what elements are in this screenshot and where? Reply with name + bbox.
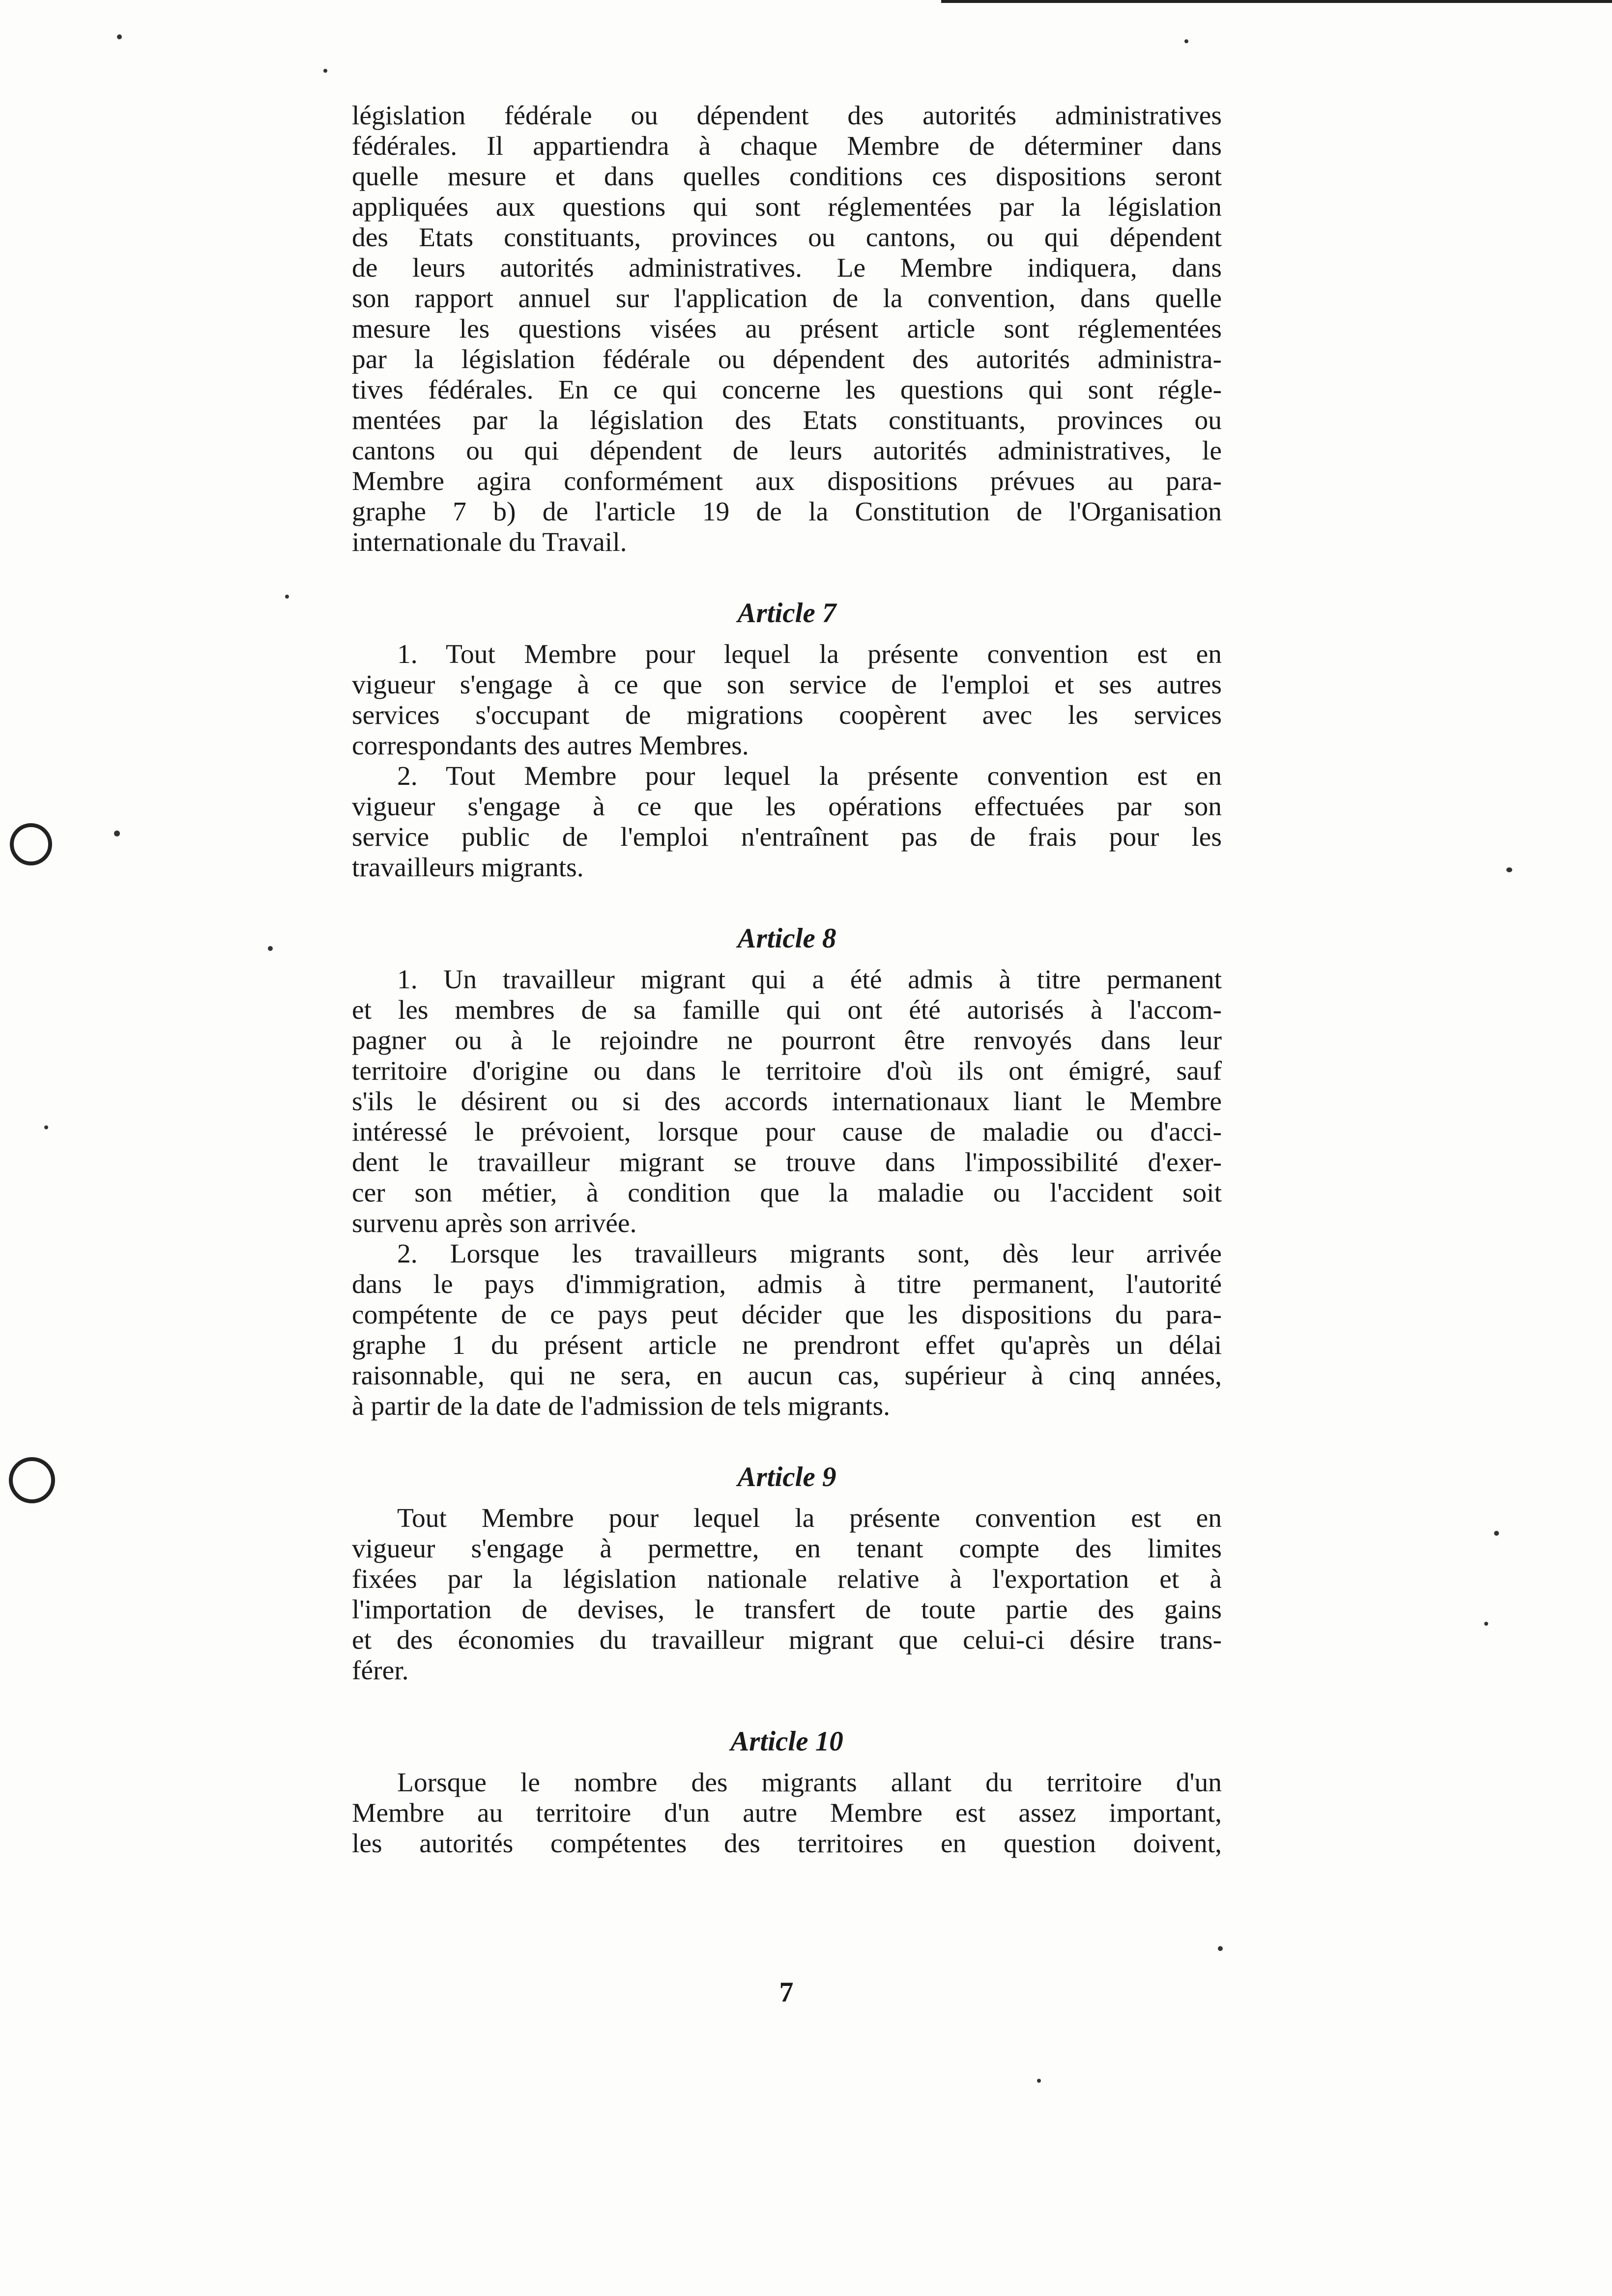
text-line: l'importation de devises, le transfert de toute partie des gains: [352, 1595, 1222, 1625]
article-7-heading: Article 7: [737, 598, 836, 629]
scan-speck: [268, 946, 273, 951]
text-line: correspondants des autres Membres.: [352, 731, 749, 761]
text-line: quelle mesure et dans quelles conditions ces dispositions seront: [352, 162, 1222, 192]
article-10-heading: Article 10: [730, 1726, 843, 1757]
page-number: 7: [779, 1976, 794, 2008]
scan-speck: [44, 1125, 48, 1129]
text-line: dans le pays d'immigration, admis à titre permanent, l'autorité: [352, 1269, 1222, 1299]
text-line: les autorités compétentes des territoires en question doivent,: [352, 1829, 1222, 1859]
text-line: des Etats constituants, provinces ou cantons, ou qui dépendent: [352, 223, 1222, 253]
text-line: 1. Tout Membre pour lequel la présente convention est en: [397, 639, 1222, 669]
scan-speck: [323, 69, 327, 73]
article-8-heading: Article 8: [737, 923, 836, 954]
scan-speck: [117, 34, 122, 39]
text-line: compétente de ce pays peut décider que les dispositions du para-: [352, 1300, 1222, 1330]
document-body: [352, 101, 1222, 1859]
text-line: s'ils le désirent ou si des accords internationaux liant le Membre: [352, 1087, 1222, 1117]
text-line: Membre au territoire d'un autre Membre est assez important,: [352, 1798, 1222, 1828]
text-line: pagner ou à le rejoindre ne pourront être renvoyés dans leur: [352, 1026, 1222, 1056]
text-line: fédérales. Il appartiendra à chaque Membre de déterminer dans: [352, 131, 1222, 161]
text-line: fixées par la législation nationale relative à l'exportation et à: [352, 1564, 1222, 1594]
text-line: 2. Tout Membre pour lequel la présente convention est en: [397, 761, 1222, 791]
text-line: dent le travailleur migrant se trouve dans l'impossibilité d'exer-: [352, 1148, 1222, 1177]
article-10-paragraph-1: [352, 1768, 1222, 1859]
scan-speck: [1037, 2079, 1041, 2083]
text-line: 1. Un travailleur migrant qui a été admis à titre permanent: [397, 965, 1222, 995]
text-line: cer son métier, à condition que la maladie ou l'accident soit: [352, 1178, 1222, 1208]
text-line: territoire d'origine ou dans le territoire d'où ils ont émigré, sauf: [352, 1056, 1222, 1086]
text-line: Tout Membre pour lequel la présente convention est en: [397, 1503, 1222, 1533]
article-9-heading: Article 9: [737, 1462, 836, 1492]
text-line: services s'occupant de migrations coopèrent avec les services: [352, 700, 1222, 730]
text-line: Lorsque le nombre des migrants allant du territoire d'un: [397, 1768, 1222, 1798]
article-8-paragraph-1: [352, 965, 1222, 1239]
text-line: à partir de la date de l'admission de tels migrants.: [352, 1391, 891, 1421]
text-line: vigueur s'engage à ce que son service de l'emploi et ses autres: [352, 670, 1222, 700]
scan-speck: [1506, 867, 1512, 872]
text-line: vigueur s'engage à ce que les opérations effectuées par son: [352, 792, 1222, 822]
scan-speck: [1484, 1622, 1488, 1626]
text-line: raisonnable, qui ne sera, en aucun cas, supérieur à cinq années,: [352, 1361, 1222, 1391]
text-line: survenu après son arrivée.: [352, 1208, 637, 1238]
binder-hole-mark: [9, 1457, 55, 1503]
text-line: Membre agira conformément aux dispositions prévues au para-: [352, 466, 1222, 496]
text-line: de leurs autorités administratives. Le Membre indiquera, dans: [352, 253, 1222, 283]
text-line: graphe 1 du présent article ne prendront effet qu'après un délai: [352, 1330, 1222, 1360]
text-line: mesure les questions visées au présent article sont réglementées: [352, 314, 1222, 344]
article-9-paragraph-1: [352, 1503, 1222, 1686]
text-line: mentées par la législation des Etats constituants, provinces ou: [352, 405, 1222, 435]
intro-paragraph: [352, 101, 1222, 558]
scan-speck: [114, 831, 120, 836]
text-line: tives fédérales. En ce qui concerne les questions qui sont régle-: [352, 375, 1222, 405]
text-line: et les membres de sa famille qui ont été autorisés à l'accom-: [352, 995, 1222, 1025]
binder-hole-mark: [10, 823, 52, 865]
article-8-paragraph-2: [352, 1239, 1222, 1422]
text-line: graphe 7 b) de l'article 19 de la Constitution de l'Organisation: [352, 497, 1222, 527]
text-line: vigueur s'engage à permettre, en tenant compte des limites: [352, 1534, 1222, 1564]
text-line: internationale du Travail.: [352, 527, 627, 557]
scan-speck: [1494, 1531, 1499, 1536]
text-line: cantons ou qui dépendent de leurs autorités administratives, le: [352, 436, 1222, 466]
scan-speck: [1218, 1946, 1223, 1951]
text-line: travailleurs migrants.: [352, 853, 584, 883]
article-7-paragraph-2: [352, 761, 1222, 883]
top-rule: [941, 0, 1612, 3]
text-line: intéressé le prévoient, lorsque pour cause de maladie ou d'acci-: [352, 1117, 1222, 1147]
text-line: législation fédérale ou dépendent des autorités administratives: [352, 101, 1222, 131]
text-line: 2. Lorsque les travailleurs migrants sont, dès leur arrivée: [397, 1239, 1222, 1269]
scan-speck: [285, 595, 289, 599]
text-line: férer.: [352, 1656, 409, 1686]
text-line: et des économies du travailleur migrant que celui-ci désire trans-: [352, 1625, 1222, 1655]
scan-speck: [1184, 39, 1188, 43]
text-line: appliquées aux questions qui sont réglementées par la législation: [352, 192, 1222, 222]
text-line: son rapport annuel sur l'application de la convention, dans quelle: [352, 284, 1222, 314]
article-7-paragraph-1: [352, 639, 1222, 761]
text-line: service public de l'emploi n'entraînent pas de frais pour les: [352, 822, 1222, 852]
text-line: par la législation fédérale ou dépendent des autorités administra-: [352, 344, 1222, 374]
